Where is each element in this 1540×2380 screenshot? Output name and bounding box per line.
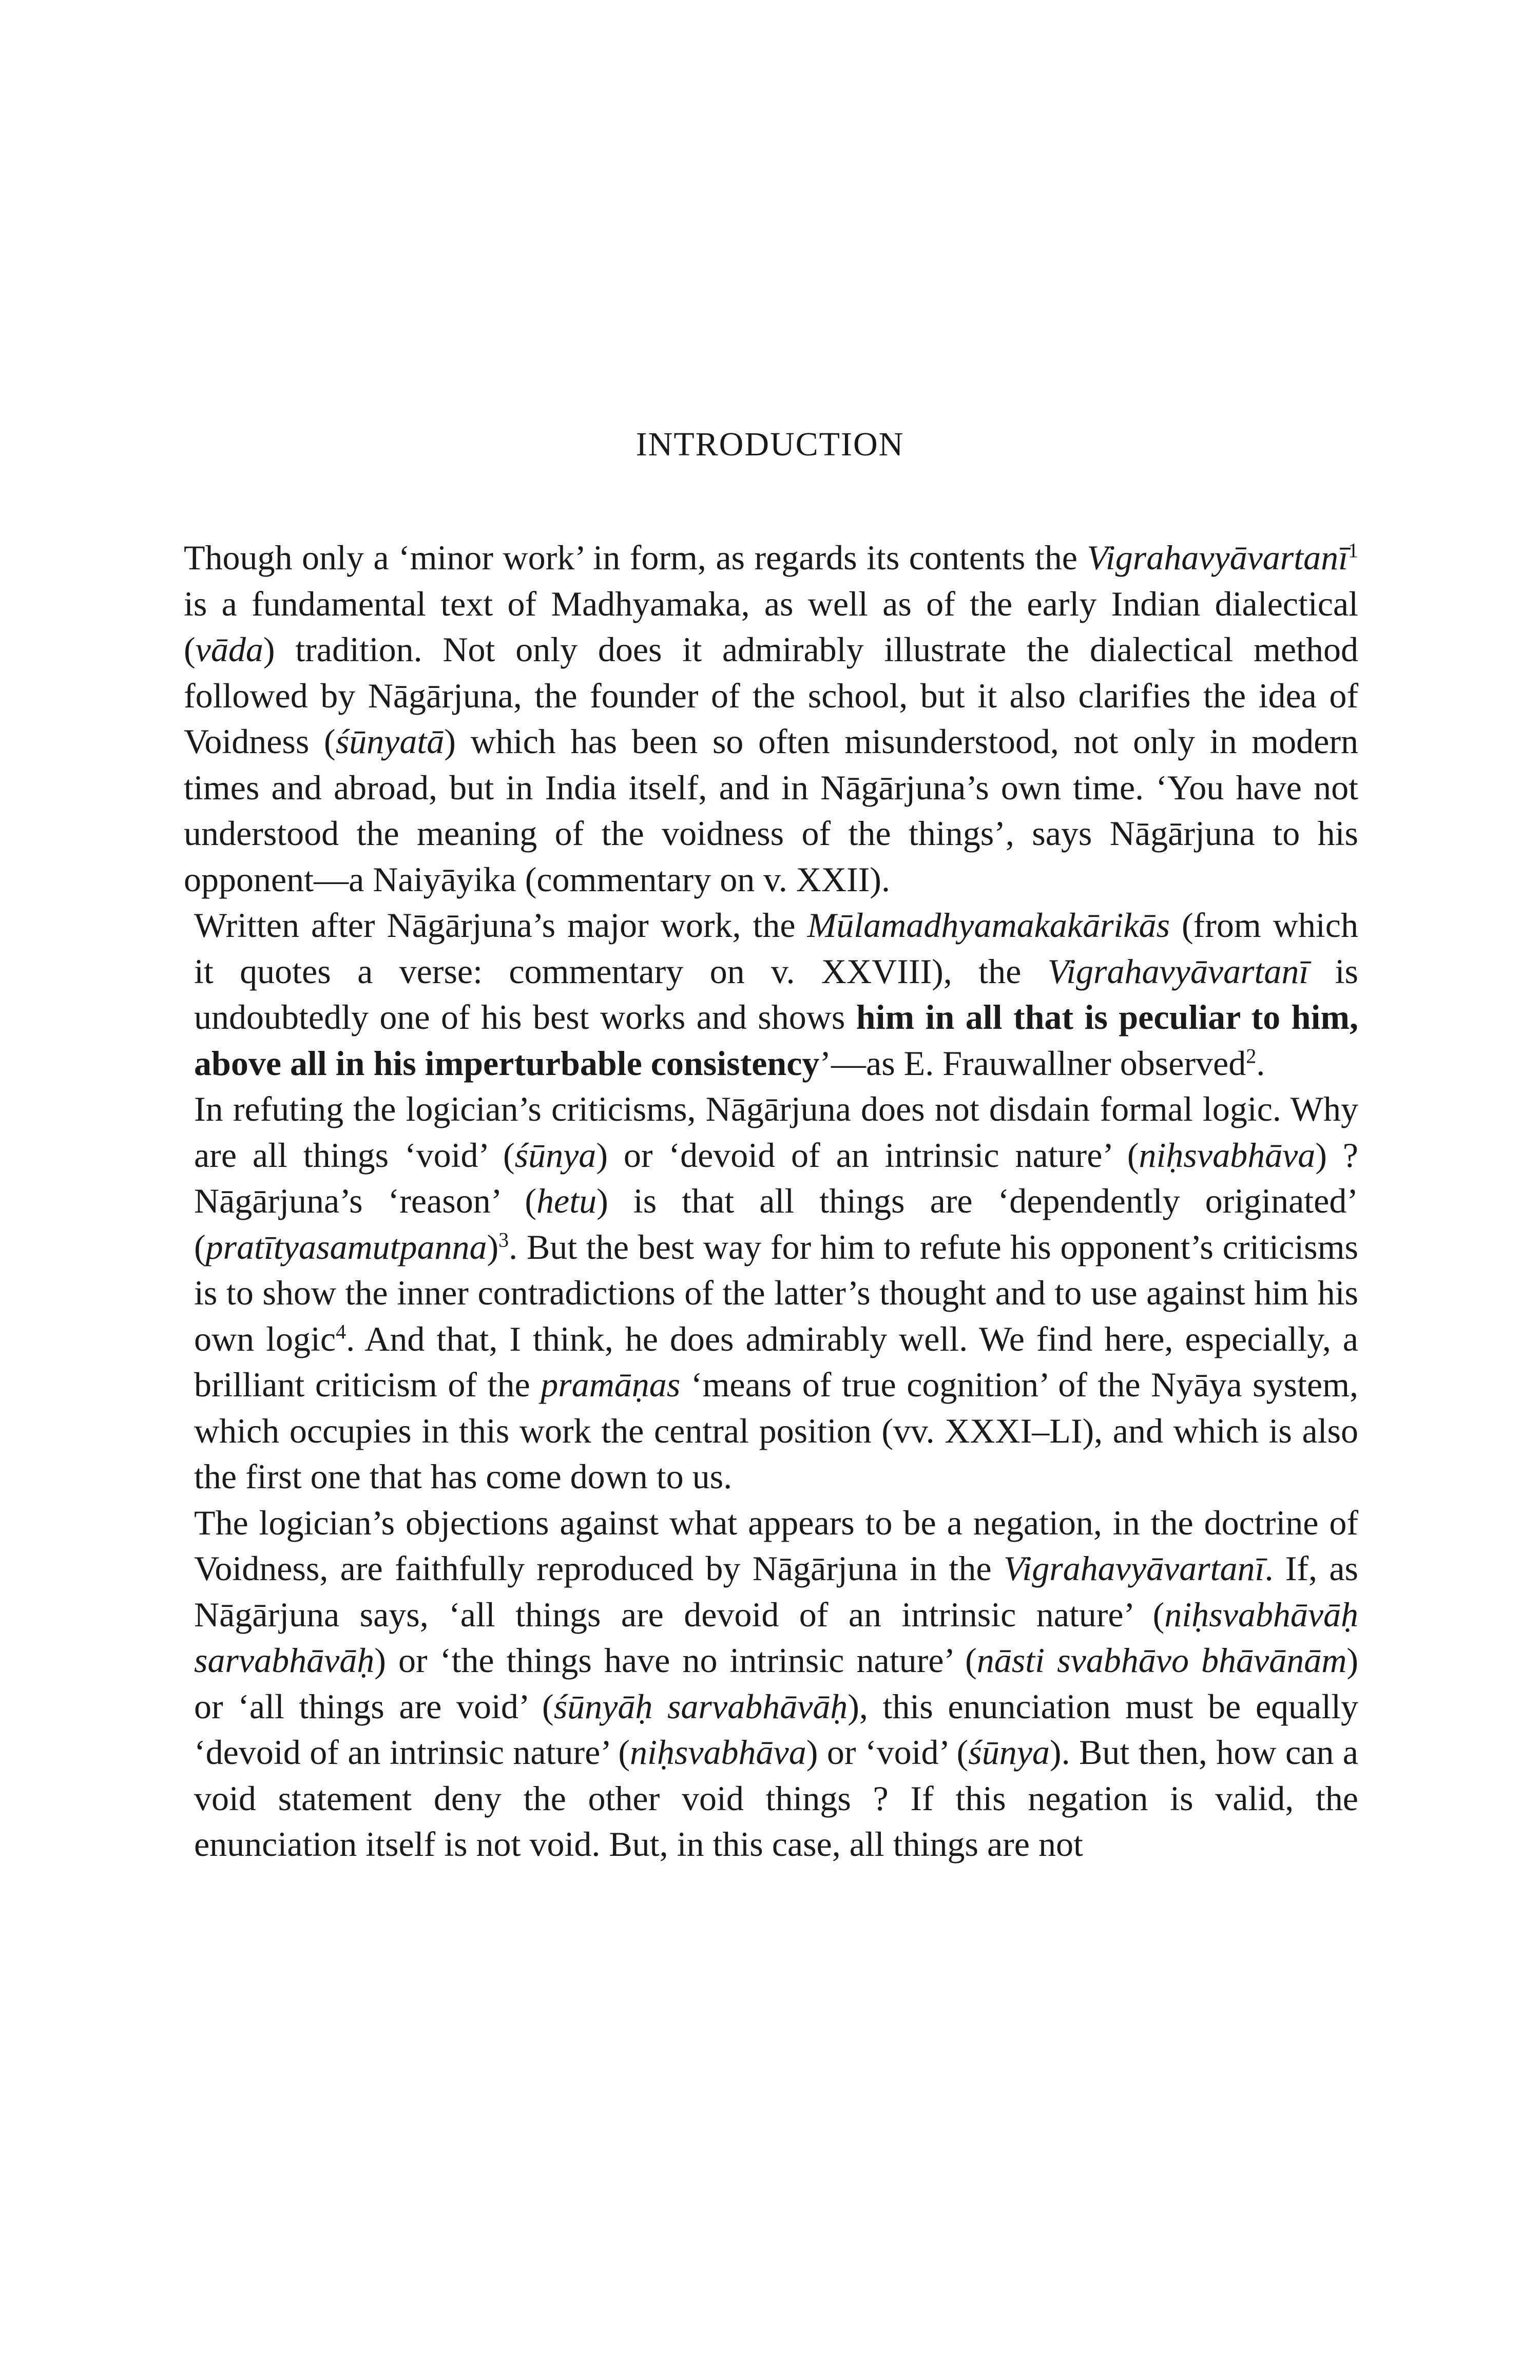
footnote-ref-4: 4 bbox=[336, 1319, 346, 1343]
footnote-ref-1: 1 bbox=[1348, 539, 1358, 562]
paragraph-3 bbox=[184, 1086, 1358, 1500]
text-run: (from which it quotes a verse: commentary on v. XXVIII), the bbox=[194, 906, 1358, 991]
term-italic: niḥsvabhāva bbox=[1139, 1135, 1316, 1175]
term-italic: vāda bbox=[195, 630, 263, 669]
text-run: In refuting the logician’s criticisms, Nāgārjuna does not disdain formal logic. Why are all things ‘void’ ( bbox=[194, 1089, 1358, 1175]
text-run: ) or ‘the things have no intrinsic nature’ ( bbox=[374, 1641, 977, 1680]
text-run: Written after Nāgārjuna’s major work, the bbox=[194, 906, 807, 945]
term-italic: śūnyatā bbox=[335, 722, 445, 761]
term-italic: śūnya bbox=[514, 1135, 596, 1175]
text-run: ). But then, how can a void statement deny the other void things ? If this negation is valid, the enunciation itself is not void. But, in this case, all things are not bbox=[194, 1733, 1358, 1864]
text-run: ) is that all things are ‘dependently originated’ ( bbox=[194, 1181, 1359, 1266]
text-run: . But the best way for him to refute his opponent’s criticisms is to show the inner contradictions of the latter’s thought and to use against him his own logic bbox=[194, 1227, 1358, 1358]
title-italic: Mūlamadhyamakakārikās bbox=[807, 906, 1170, 945]
term-italic: śūnyāḥ sarvabhāvāḥ bbox=[553, 1686, 848, 1726]
text-run: ) tradition. Not only does it admirably illustrate the dialectical method followed by Nāgārjuna, the founder of the school, but it also clarifies the idea of Voidness ( bbox=[184, 630, 1358, 761]
text-run: ) or ‘all things are void’ ( bbox=[194, 1641, 1358, 1726]
footnote-ref-2: 2 bbox=[1246, 1044, 1257, 1067]
text-run: . And that, I think, he does admirably well. We find here, especially, a brilliant criticism of the bbox=[194, 1319, 1358, 1404]
text-run: ), this enunciation must be equally ‘devoid of an intrinsic nature’ ( bbox=[194, 1686, 1358, 1772]
term-italic: niḥsvabhāva bbox=[630, 1733, 806, 1772]
text-run: ’—as E. Frauwallner observed bbox=[819, 1043, 1246, 1083]
text-run: The logician’s objections against what appears to be a negation, in the doctrine of Voidness, are faithfully reproduced by Nāgārjuna in the bbox=[194, 1503, 1358, 1588]
term-italic: pratītyasamutpanna bbox=[205, 1227, 487, 1266]
text-run: is undoubtedly one of his best works and shows bbox=[194, 951, 1359, 1037]
text-run: ) ? Nāgārjuna’s ‘reason’ ( bbox=[194, 1135, 1358, 1220]
term-italic: pramāṇas bbox=[541, 1365, 681, 1404]
title-italic: Vigrahavyāvartanī bbox=[1003, 1549, 1265, 1588]
section-heading: INTRODUCTION bbox=[636, 426, 904, 463]
text-run: ‘means of true cognition’ of the Nyāya system, which occupies in this work the central position (vv. XXXI–LI), and which is also the first one that has come down to us. bbox=[194, 1365, 1358, 1496]
footnote-ref-3: 3 bbox=[498, 1227, 509, 1251]
term-italic: śūnya bbox=[968, 1733, 1050, 1772]
body-text bbox=[184, 535, 1358, 1868]
title-italic: Vigrahavyāvartanī bbox=[1087, 538, 1348, 577]
term-italic: niḥsvabhāvāḥ sarvabhāvāḥ bbox=[194, 1595, 1358, 1680]
text-run: Though only a ‘minor work’ in form, as regards its contents the bbox=[184, 538, 1087, 577]
term-italic: nāsti svabhāvo bhāvānām bbox=[976, 1641, 1347, 1680]
paragraph-4 bbox=[184, 1500, 1358, 1868]
text-run: . bbox=[1256, 1043, 1265, 1083]
text-run: ) bbox=[487, 1227, 499, 1266]
paragraph-2 bbox=[184, 903, 1358, 1086]
text-run: ) which has been so often misunderstood, not only in modern times and abroad, but in India itself, and in Nāgārjuna’s own time. ‘You have not understood the meaning of the voidness of the things’, says Nāgārjuna to his opponent—a Naiyāyika (commentary on v. XXII). bbox=[184, 722, 1358, 899]
bold-quote: him in all that is peculiar to him, above all in his imperturbable consistency bbox=[194, 997, 1358, 1083]
paragraph-1 bbox=[184, 535, 1358, 903]
title-italic: Vigrahavyāvartanī bbox=[1047, 951, 1309, 991]
text-run: ) or ‘devoid of an intrinsic nature’ ( bbox=[596, 1135, 1139, 1175]
text-run: ) or ‘void’ ( bbox=[806, 1733, 969, 1772]
text-run: . If, as Nāgārjuna says, ‘all things are devoid of an intrinsic nature’ ( bbox=[194, 1549, 1358, 1634]
text-run: is a fundamental text of Madhyamaka, as well as of the early Indian dialectical ( bbox=[184, 584, 1358, 669]
term-italic: hetu bbox=[536, 1181, 597, 1220]
